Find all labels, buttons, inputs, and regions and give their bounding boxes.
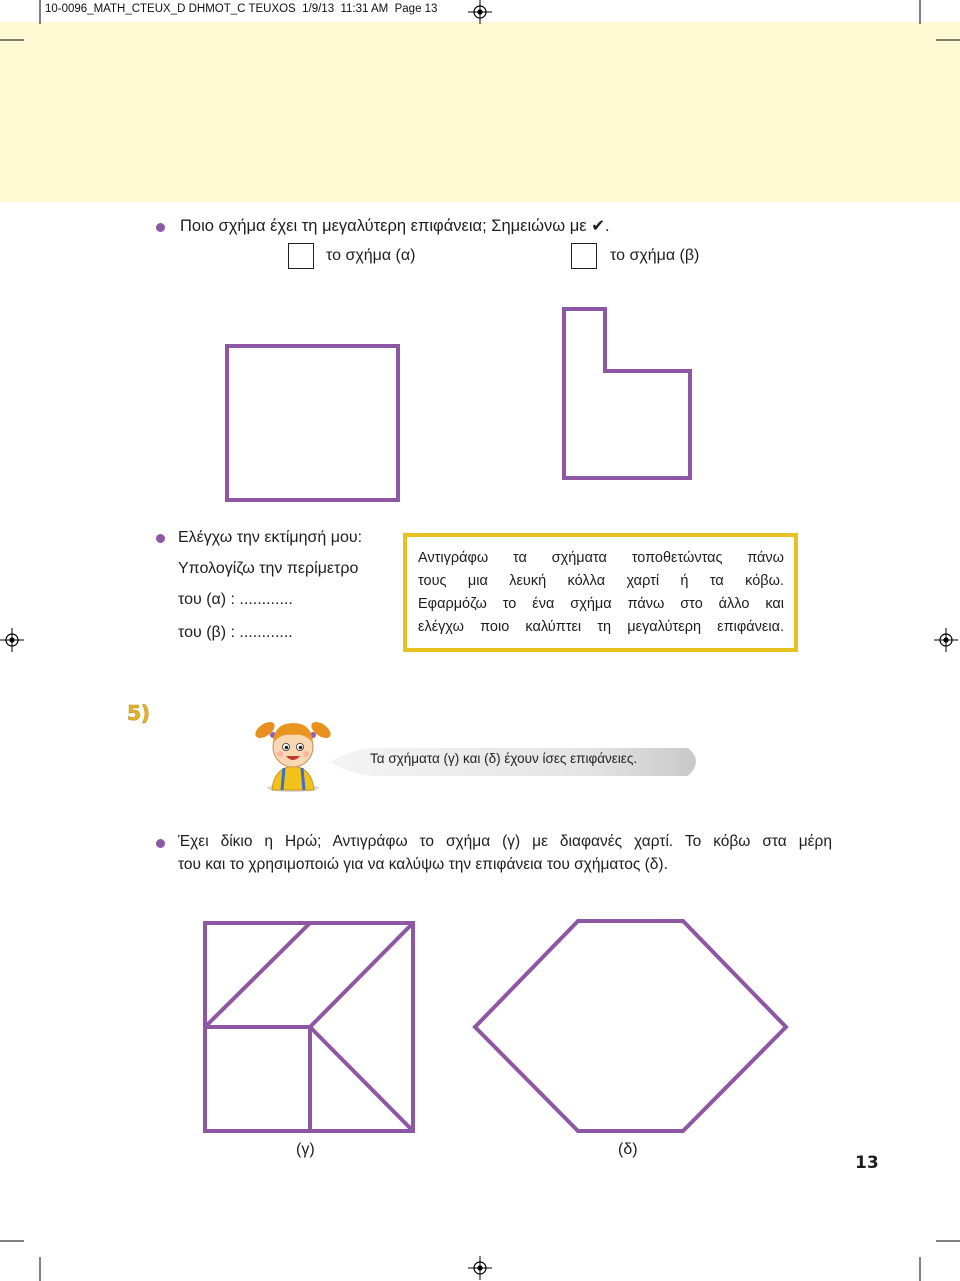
- shape-c-cut-diagonal-3: [310, 1027, 413, 1131]
- shape-c-cut-diagonal-1: [205, 923, 310, 1027]
- bullet-dot: [156, 534, 165, 543]
- perimeter-instruction: Υπολογίζω την περίμετρο: [178, 560, 359, 577]
- bullet-dot: [156, 839, 165, 848]
- question-largest-area: Ποιο σχήμα έχει τη μεγαλύτερη επιφάνεια; Σημειώνω με ✔.: [180, 217, 610, 235]
- registration-mark-left: [0, 628, 24, 652]
- perimeter-answer-a: του (α) : ............: [178, 591, 293, 608]
- exercise-number: 5): [127, 701, 151, 725]
- bullet-dot: [156, 223, 165, 232]
- exercise-5-prompt-line-1: Έχει δίκιο η Ηρώ; Αντιγράφω το σχήμα (γ) με διαφανές χαρτί. Το κόβω στα μέρη: [178, 833, 832, 850]
- shape-c-cut-diagonal-2: [310, 923, 413, 1027]
- tip-line: Αντιγράφω τα σχήματα τοποθετώντας πάνω: [418, 550, 784, 566]
- option-label-shape-a: το σχήμα (α): [326, 247, 416, 264]
- checkbox-shape-a[interactable]: [288, 243, 314, 269]
- tip-line: Εφαρμόζω το ένα σχήμα πάνω στο άλλο και: [418, 596, 784, 612]
- registration-mark-top: [468, 0, 492, 24]
- estimate-check-title: Ελέγχω την εκτίμησή μου:: [178, 529, 363, 546]
- perimeter-answer-b: του (β) : ............: [178, 624, 293, 641]
- shape-a-rectangle: [227, 346, 398, 500]
- shape-d-hexagon: [475, 921, 786, 1131]
- shape-b-l-shape: [564, 309, 690, 478]
- registration-mark-right: [934, 628, 958, 652]
- option-label-shape-b: το σχήμα (β): [610, 247, 700, 264]
- tip-line: τους μια λευκή κόλλα χαρτί ή τα κόβω.: [418, 573, 784, 589]
- girl-illustration: [252, 710, 334, 792]
- page-number: 13: [855, 1153, 879, 1173]
- tip-box: [403, 533, 798, 652]
- checkbox-shape-b[interactable]: [571, 243, 597, 269]
- speech-bubble-text: Τα σχήματα (γ) και (δ) έχουν ίσες επιφάνειες.: [370, 751, 638, 766]
- shape-c-label: (γ): [296, 1141, 315, 1158]
- shape-c-dissected-square: [205, 923, 413, 1131]
- registration-mark-bottom: [468, 1256, 492, 1280]
- exercise-5-prompt-line-2: του και το χρησιμοποιώ για να καλύψω την επιφάνεια του σχήματος (δ).: [178, 856, 668, 873]
- tip-line: ελέγχω ποιο καλύπτει τη μεγαλύτερη επιφάνεια.: [418, 619, 784, 635]
- print-slug: 10-0096_MATH_CTEUX_D DHMOT_C TEUXOS 1/9/13 11:31 AM Page 13: [45, 3, 438, 15]
- shape-d-label: (δ): [618, 1141, 638, 1158]
